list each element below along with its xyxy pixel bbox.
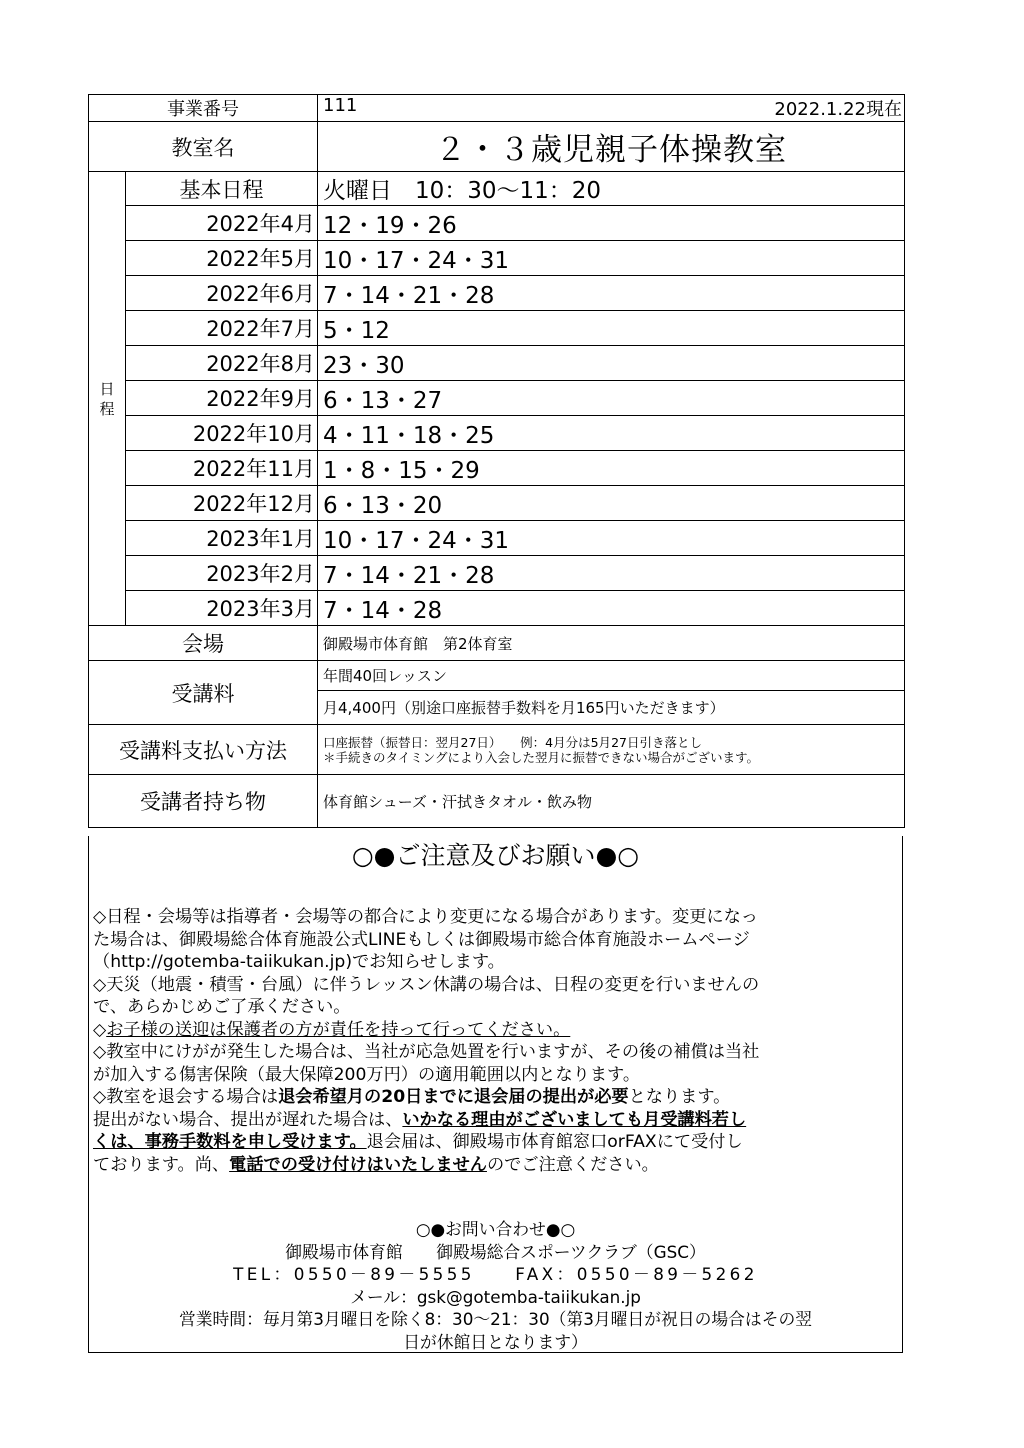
schedule-row xyxy=(89,311,905,346)
schedule-month: 2023年2月 xyxy=(126,556,318,591)
note-text: ております。尚、 xyxy=(93,1154,230,1175)
note-line: ◇日程・会場等は指導者・会場等の都合により変更になる場合があります。変更になっ xyxy=(93,907,758,927)
note-line: ◇教室中にけがが発生した場合は、当社が応急処置を行いますが、その後の補償は当社 xyxy=(93,1042,760,1062)
schedule-row xyxy=(89,206,905,241)
note-text: 提出がない場合、提出が遅れた場合は、 xyxy=(93,1109,403,1130)
basic-schedule-label: 基本日程 xyxy=(126,172,318,206)
note-fee-emphasis: くは、事務手数料を申し受けます。 xyxy=(93,1132,367,1152)
schedule-side-label-1: 日 xyxy=(99,379,115,398)
schedule-dates: 12・19・26 xyxy=(318,206,905,241)
note-line xyxy=(93,1154,899,1177)
contact-hours: 営業時間：毎月第3月曜日を除く8：30～21：30（第3月曜日が祝日の場合はその翌 xyxy=(178,1309,813,1329)
business-number-label: 事業番号 xyxy=(89,95,318,122)
schedule-dates: 6・13・20 xyxy=(318,486,905,521)
business-number-cell xyxy=(318,95,905,122)
note-text: 退会届は、御殿場市体育館窓口orFAXにて受付し xyxy=(366,1132,743,1152)
schedule-row xyxy=(89,556,905,591)
class-name: ２・３歳児親子体操教室 xyxy=(318,122,905,172)
note-line: ◇天災（地震・積雪・台風）に伴うレッスン休講の場合は、日程の変更を行いませんの xyxy=(93,974,760,995)
belongings-label: 受講者持ち物 xyxy=(89,775,318,828)
schedule-row xyxy=(89,486,905,521)
schedule-month: 2022年9月 xyxy=(126,381,318,416)
contact-phones: TEL：0550－89－5555 FAX：0550－89－5262 xyxy=(233,1264,758,1284)
schedule-dates: 1・8・15・29 xyxy=(318,451,905,486)
fee-row xyxy=(89,661,905,691)
schedule-month: 2022年5月 xyxy=(126,241,318,276)
payment-label: 受講料支払い方法 xyxy=(89,725,318,775)
schedule-dates: 5・12 xyxy=(318,311,905,346)
note-deadline-emphasis: 退会希望月の20日までに退会届の提出が必要 xyxy=(278,1087,629,1107)
belongings-row xyxy=(89,775,905,828)
venue-row xyxy=(89,626,905,661)
note-fee-emphasis: いかなる理由がございましても月受講料若し xyxy=(402,1109,747,1130)
venue-label: 会場 xyxy=(89,626,318,661)
note-line: た場合は、御殿場総合体育施設公式LINEもしくは御殿場市総合体育施設ホームページ xyxy=(93,929,750,950)
notes-body xyxy=(93,906,899,1176)
notes-heading: ○●ご注意及びお願い●○ xyxy=(351,841,640,870)
note-line: で、あらかじめご了承ください。 xyxy=(93,997,351,1017)
fee-line-2: 月4,400円（別途口座振替手数料を月165円いただきます） xyxy=(318,691,905,725)
schedule-month: 2022年7月 xyxy=(126,311,318,346)
schedule-dates: 10・17・24・31 xyxy=(318,521,905,556)
schedule-row xyxy=(89,381,905,416)
fee-line-1: 年間40回レッスン xyxy=(318,661,905,691)
schedule-side-label-2: 程 xyxy=(99,399,115,418)
schedule-row xyxy=(89,521,905,556)
schedule-dates: 23・30 xyxy=(318,346,905,381)
schedule-month: 2022年6月 xyxy=(126,276,318,311)
schedule-dates: 7・14・28 xyxy=(318,591,905,626)
note-text: ◇教室を退会する場合は xyxy=(93,1087,279,1107)
note-line xyxy=(93,1109,899,1132)
as-of-date: 2022.1.22現在 xyxy=(774,99,902,120)
payment-value xyxy=(318,725,905,775)
note-text: のでご注意ください。 xyxy=(486,1154,659,1175)
schedule-month: 2023年1月 xyxy=(126,521,318,556)
contact-orgs: 御殿場市体育館 御殿場総合スポーツクラブ（GSC） xyxy=(285,1241,706,1262)
class-info-table xyxy=(88,94,905,828)
notes-section xyxy=(88,836,903,1353)
note-phone-emphasis: 電話での受け付けはいたしません xyxy=(229,1154,487,1175)
schedule-month: 2022年12月 xyxy=(126,486,318,521)
class-info-sheet xyxy=(88,94,904,1353)
contact-section xyxy=(89,1218,902,1353)
payment-line-1: 口座振替（振替日：翌月27日） 例：4月分は5月27日引き落とし xyxy=(323,734,702,750)
basic-schedule-row xyxy=(89,172,905,206)
schedule-row xyxy=(89,591,905,626)
schedule-side-label xyxy=(89,172,126,626)
payment-row xyxy=(89,725,905,775)
note-line xyxy=(93,1019,899,1042)
schedule-row xyxy=(89,276,905,311)
note-prefix: ◇ xyxy=(93,1019,107,1040)
schedule-row xyxy=(89,416,905,451)
schedule-dates: 6・13・27 xyxy=(318,381,905,416)
note-pickup-warning: お子様の送迎は保護者の方が責任を持って行ってください。 xyxy=(106,1019,571,1040)
note-line xyxy=(93,1086,899,1109)
note-text: となります。 xyxy=(628,1087,731,1107)
contact-email: メール：gsk@gotemba-taiikukan.jp xyxy=(350,1286,641,1307)
schedule-row xyxy=(89,451,905,486)
schedule-dates: 7・14・21・28 xyxy=(318,556,905,591)
business-number: 111 xyxy=(323,95,358,116)
schedule-row xyxy=(89,346,905,381)
note-line: （http://gotemba-taiikukan.jp)でお知らせします。 xyxy=(93,952,505,972)
note-line: が加入する傷害保険（最大保障200万円）の適用範囲以内となります。 xyxy=(93,1064,641,1085)
fee-label: 受講料 xyxy=(89,661,318,725)
schedule-dates: 7・14・21・28 xyxy=(318,276,905,311)
class-name-row xyxy=(89,122,905,172)
schedule-row xyxy=(89,241,905,276)
schedule-month: 2023年3月 xyxy=(126,591,318,626)
schedule-month: 2022年10月 xyxy=(126,416,318,451)
contact-heading: ○●お問い合わせ●○ xyxy=(415,1219,576,1239)
belongings-value: 体育館シューズ・汗拭きタオル・飲み物 xyxy=(318,775,905,828)
basic-schedule-value: 火曜日 10：30～11：20 xyxy=(318,172,905,206)
business-number-row xyxy=(89,95,905,122)
schedule-month: 2022年4月 xyxy=(126,206,318,241)
contact-hours: 日が休館日となります） xyxy=(403,1331,588,1352)
payment-line-2: ＊手続きのタイミングにより入会した翌月に振替できない場合がございます。 xyxy=(323,749,760,765)
venue-value: 御殿場市体育館 第2体育室 xyxy=(318,626,905,661)
schedule-dates: 4・11・18・25 xyxy=(318,416,905,451)
class-name-label: 教室名 xyxy=(89,122,318,172)
schedule-dates: 10・17・24・31 xyxy=(318,241,905,276)
schedule-month: 2022年11月 xyxy=(126,451,318,486)
schedule-month: 2022年8月 xyxy=(126,346,318,381)
note-line xyxy=(93,1131,899,1154)
